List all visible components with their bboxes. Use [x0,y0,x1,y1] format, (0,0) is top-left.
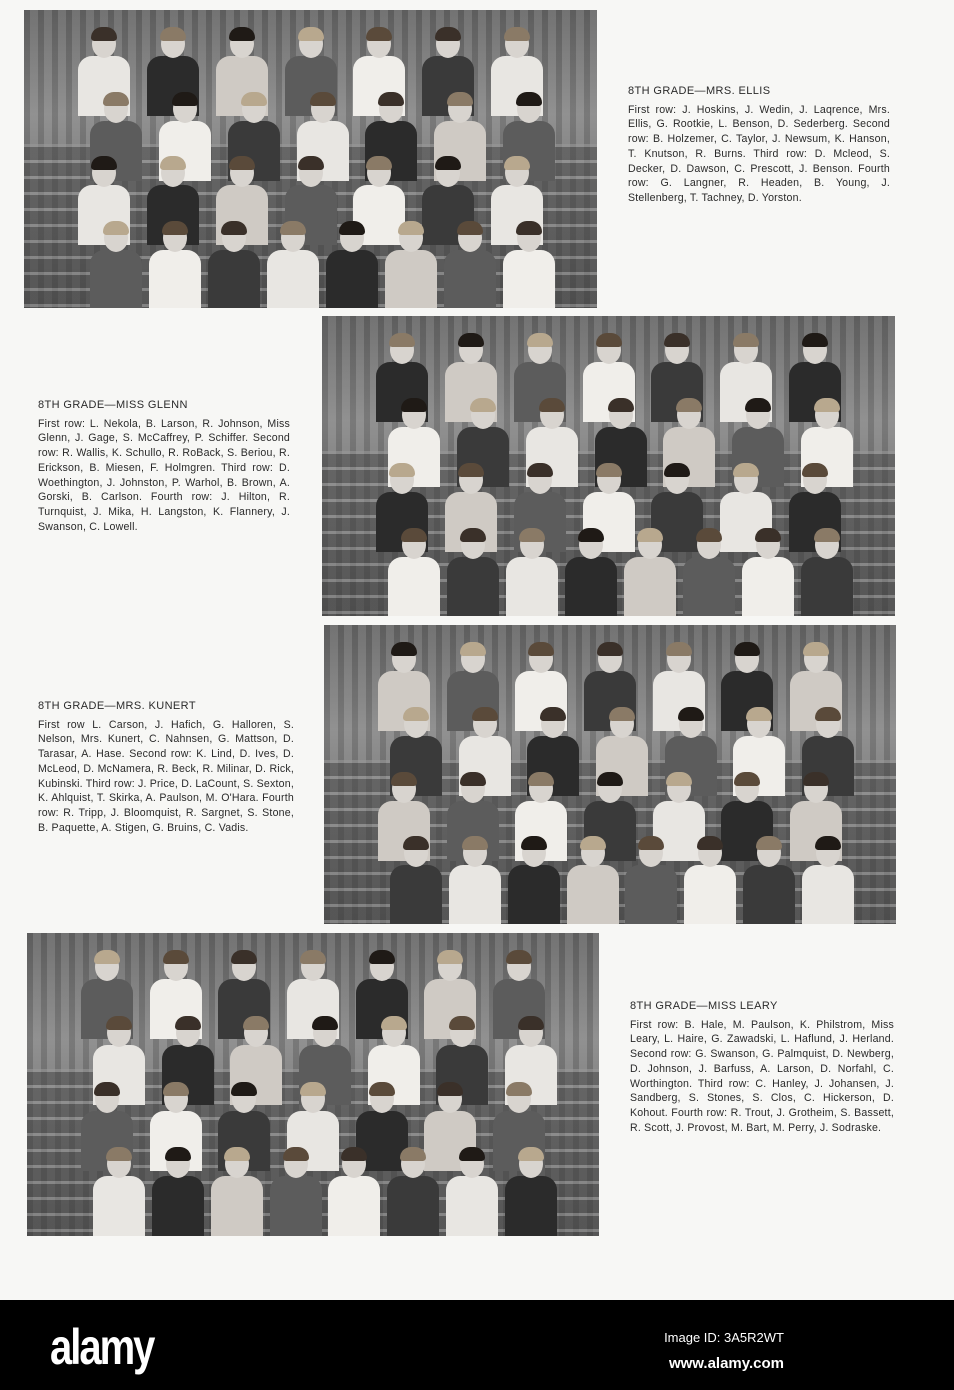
student-figure [328,1150,380,1236]
student-figure [211,1150,263,1236]
class-photo-ellis [24,10,597,308]
student-figure [625,839,677,924]
site-link[interactable]: www.alamy.com [668,1355,784,1372]
class-photo-leary [27,933,599,1236]
student-figure [802,839,854,924]
student-figure [385,224,437,309]
class-photo-glenn [322,316,895,616]
caption-leary [630,999,894,1135]
student-figure [624,531,676,616]
student-figure [390,839,442,924]
student-figure [149,224,201,309]
student-figure [446,1150,498,1236]
student-figure [503,224,555,309]
student-figure [90,224,142,309]
watermark-banner [0,1300,954,1390]
student-figure [388,531,440,616]
student-figure [565,531,617,616]
student-figure [684,839,736,924]
caption-kunert [38,699,294,835]
caption-names: First row: J. Hoskins, J. Wedin, J. Laqrence, Mrs. Ellis, G. Rootkie, L. Benson, D. Sederberg. Second row: B. Holzemer, C. Taylor, J. Newsum, K. Hanson, T. Knutson, R. Burns. Third row: D. Mcleod, S. Decker, D. Dawson, C. Prescott, J. Benson. Fourth row: G. Langner, R. Headen, B. Young, J. Stellenberg, T. Tachney, D. Yorston. [628,103,890,204]
class-photo-kunert [324,625,896,924]
student-figure [506,531,558,616]
student-figure [444,224,496,309]
caption-names: First row: L. Nekola, B. Larson, R. Johnson, Miss Glenn, J. Gage, S. McCaffrey, P. Schiffer. Second row: R. Wallis, K. Schullo, R. RoBack, S. Beriou, R. Erickson, B. Miesen, F. Holmgren. Third row: D. Woethington, J. Johnston, P. Warhol, B. Brown, A. Gorski, B. Carlson. Fourth row: J. Hilton, R. Turnquist, J. Mika, H. Langston, K. Flannery, J. Swanson, C. Lowell. [38,417,290,533]
student-figure [326,224,378,309]
student-figure [449,839,501,924]
caption-names: First row L. Carson, J. Hafich, G. Halloren, S. Nelson, Mrs. Kunert, C. Nahnsen, G. Mattson, D. Tarasar, A. Hase. Second row: K. Lind, D. Ives, D. McLeod, D. McNamera, R. Beck, R. Milinar, D. Rick, Kubinski. Third row: J. Price, D. LaCount, S. Sexton, K. Ahlquist, T. Skirka, A. Paulson, M. O'Hara. Fourth row: R. Tripp, J. Bloomquist, R. Sargnet, S. Stone, B. Paquette, A. Stigen, G. Bruins, C. Vadis. [38,718,294,834]
caption-names: First row: B. Hale, M. Paulson, K. Philstrom, Miss Leary, L. Haire, G. Zawadski, L. Haflund, J. Herland. Second row: G. Swanson, G. Palmquist, D. Newberg, D. Johnson, J. Barfuss, A. Larson, D. Norfahl, C. Worthington. Third row: C. Hanley, J. Johansen, J. Sandberg, S. Stones, S. Clos, C. Hickerson, D. Kohout. Fourth row: R. Trout, J. Grotheim, S. Bassett, R. Scott, J. Provost, M. Bart, M. Perry, J. Sodraske. [630,1018,894,1134]
student-figure [743,839,795,924]
student-figure [93,1150,145,1236]
caption-ellis [628,84,890,206]
student-figure [567,839,619,924]
student-figure [505,1150,557,1236]
image-id: Image ID: 3A5R2WT [664,1330,784,1345]
student-figure [267,224,319,309]
student-figure [447,531,499,616]
student-figure [683,531,735,616]
student-figure [270,1150,322,1236]
student-figure [801,531,853,616]
caption-glenn [38,398,290,534]
caption-heading: 8TH GRADE—MISS GLENN [38,399,188,411]
student-figure [387,1150,439,1236]
caption-heading: 8TH GRADE—MRS. KUNERT [38,700,196,712]
student-figure [742,531,794,616]
alamy-logo: alamy [50,1320,154,1375]
student-figure [152,1150,204,1236]
student-figure [508,839,560,924]
caption-heading: 8TH GRADE—MISS LEARY [630,1000,778,1012]
student-figure [208,224,260,309]
caption-heading: 8TH GRADE—MRS. ELLIS [628,85,771,97]
